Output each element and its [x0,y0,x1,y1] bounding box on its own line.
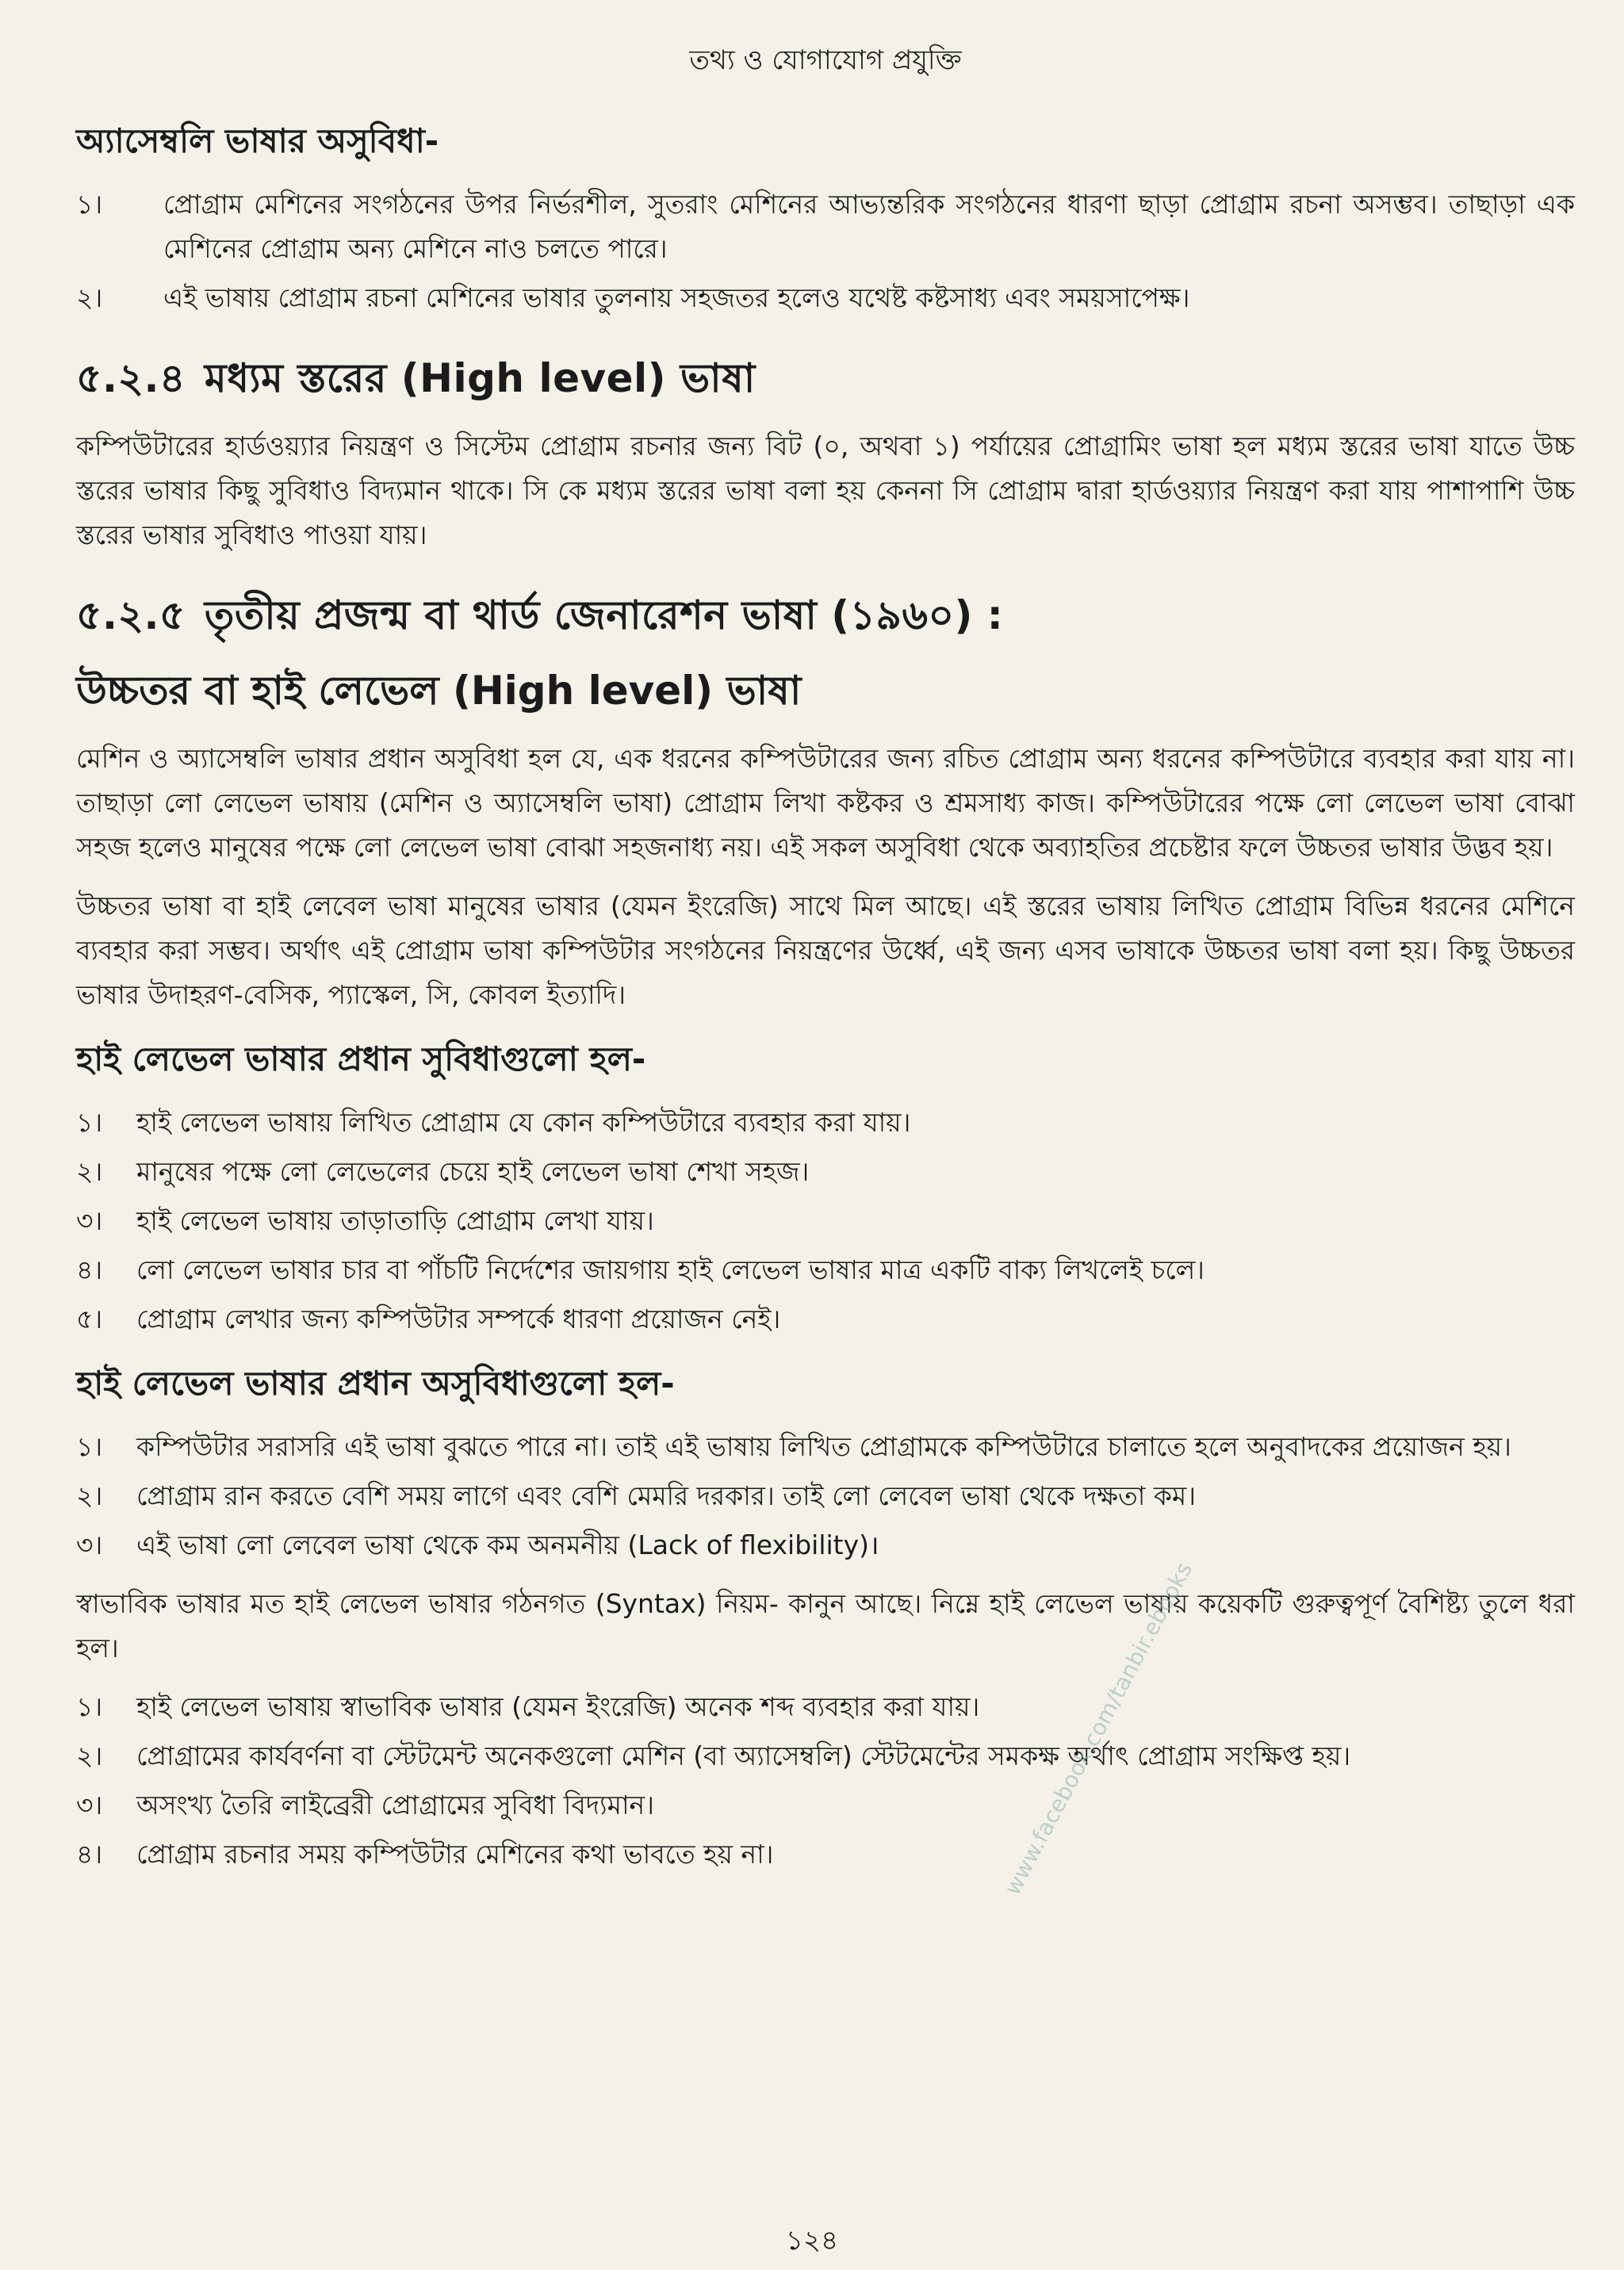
list-item: ১। হাই লেভেল ভাষায় লিখিত প্রোগ্রাম যে কোন কম্পিউটারে ব্যবহার করা যায়। [76,1107,911,1138]
list-item: ৪। প্রোগ্রাম রচনার সময় কম্পিউটার মেশিনের কথা ভাবতে হয় না। [76,1839,774,1870]
section-525-paragraph-1: মেশিন ও অ্যাসেম্বলি ভাষার প্রধান অসুবিধা হল যে, এক ধরনের কম্পিউটারের জন্য রচিত প্রোগ্রাম অন্য ধরনের কম্পিউটারে ব্যবহার করা যায় না। তাছাড়া লো লেভেল ভাষায় (মেশিন ও অ্যাসেম্বলি ভাষা) প্রোগ্রাম লিখা কষ্টকর ও শ্রমসাধ্য কাজ। কম্পিউটারের পক্ষে লো লেভেল ভাষা বোঝা সহজ হলেও মানুষের পক্ষে লো লেভেল ভাষা বোঝা সহজনাধ্য নয়। এই সকল অসুবিধা থেকে অব্যাহতির প্রচেষ্টার ফলে উচ্চতর ভাষার উদ্ভব হয়। [76,743,1575,863]
section-524-paragraph: কম্পিউটারের হার্ডওয়্যার নিয়ন্ত্রণ ও সিস্টেম প্রোগ্রাম রচনার জন্য বিট (০, অথবা ১) পর্যায়ের প্রোগ্রামিং ভাষা হল মধ্যম স্তরের ভাষা যাতে উচ্চ স্তরের ভাষার কিছু সুবিধাও বিদ্যমান থাকে। সি কে মধ্যম স্তরের ভাষা বলা হয় কেননা সি প্রোগ্রাম দ্বারা হার্ডওয়্যার নিয়ন্ত্রণ করা যায় পাশাপাশি উচ্চ স্তরের ভাষার সুবিধাও পাওয়া যায়। [76,431,1575,550]
list-item: ২। এই ভাষায় প্রোগ্রাম রচনা মেশিনের ভাষার তুলনায় সহজতর হলেও যথেষ্ট কষ্টসাধ্য এবং সময়সাপেক্ষ। [76,282,1190,313]
section-525-paragraph-2: উচ্চতর ভাষা বা হাই লেবেল ভাষা মানুষের ভাষার (যেমন ইংরেজি) সাথে মিল আছে। এই স্তরের ভাষায় লিখিত প্রোগ্রাম বিভিন্ন ধরনের মেশিনে ব্যবহার করা সম্ভব। অর্থাৎ এই প্রোগ্রাম ভাষা কম্পিউটার সংগঠনের নিয়ন্ত্রণের উর্ধ্বে, এই জন্য এসব ভাষাকে উচ্চতর ভাষা বলা হয়। কিছু উচ্চতর ভাষার উদাহরণ-বেসিক, প্যাস্কেল, সি, কোবল ইত্যাদি। [76,890,1575,1010]
list-item: ৪। লো লেভেল ভাষার চার বা পাঁচটি নির্দেশের জায়গায় হাই লেভেল ভাষার মাত্র একটি বাক্য লিখলেই চলে। [76,1254,1205,1285]
advantages-list [76,1101,1575,1342]
section-525-heading: ৫.২.৫ তৃতীয় প্রজন্ম বা থার্ড জেনারেশন ভাষা (১৯৬০) : [76,592,1004,638]
list-item: ২। প্রোগ্রাম রান করতে বেশি সময় লাগে এবং বেশি মেমরি দরকার। তাই লো লেবেল ভাষা থেকে দক্ষতা কম। [76,1480,1197,1511]
section-525-subtitle: উচ্চতর বা হাই লেভেল (High level) ভাষা [76,668,802,714]
section-524-heading: ৫.২.৪ মধ্যম স্তরের (High level) ভাষা [76,355,756,401]
assembly-disadvantages-heading: অ্যাসেম্বলি ভাষার অসুবিধা- [76,121,439,160]
syntax-features-list [76,1685,1575,1877]
list-item: ৫। প্রোগ্রাম লেখার জন্য কম্পিউটার সম্পর্কে ধারণা প্রয়োজন নেই। [76,1303,781,1334]
assembly-disadvantages-list [76,182,1575,320]
disadvantages-heading: হাই লেভেল ভাষার প্রধান অসুবিধাগুলো হল- [76,1364,675,1403]
list-item: ৩। এই ভাষা লো লেবেল ভাষা থেকে কম অনমনীয় (Lack of flexibility)। [76,1529,879,1560]
list-item: ২। প্রোগ্রামের কার্যবর্ণনা বা স্টেটমেন্ট অনেকগুলো মেশিন (বা অ্যাসেম্বলি) স্টেটমেন্টের সমকক্ষ অর্থাৎ প্রোগ্রাম সংক্ষিপ্ত হয়। [76,1740,1351,1771]
list-item: ১। হাই লেভেল ভাষায় স্বাভাবিক ভাষার (যেমন ইংরেজি) অনেক শব্দ ব্যবহার করা যায়। [76,1691,980,1722]
watermark: www.facebook.com/tanbir.ebooks [999,1557,1197,1900]
list-item: ৩। হাই লেভেল ভাষায় তাড়াতাড়ি প্রোগ্রাম লেখা যায়। [76,1205,654,1236]
list-item: ১। প্রোগ্রাম মেশিনের সংগঠনের উপর নির্ভরশীল, সুতরাং মেশিনের আভ্যন্তরিক সংগঠনের ধারণা ছাড়া প্রোগ্রাম রচনা অসম্ভব। তাছাড়া এক মেশিনের প্রোগ্রাম অন্য মেশিনে নাও চলতে পারে। [76,189,1575,264]
advantages-heading: হাই লেভেল ভাষার প্রধান সুবিধাগুলো হল- [76,1039,646,1078]
list-item: ১। কম্পিউটার সরাসরি এই ভাষা বুঝতে পারে না। তাই এই ভাষায় লিখিত প্রোগ্রামকে কম্পিউটারে চালাতে হলে অনুবাদকের প্রয়োজন হয়। [76,1431,1511,1462]
list-item: ২। মানুষের পক্ষে লো লেভেলের চেয়ে হাই লেভেল ভাষা শেখা সহজ। [76,1156,810,1187]
page-number: ১২৪ [785,2225,839,2257]
syntax-paragraph: স্বাভাবিক ভাষার মত হাই লেভেল ভাষার গঠনগত (Syntax) নিয়ম- কানুন আছে। নিম্নে হাই লেভেল ভাষায় কয়েকটি গুরুত্বপূর্ণ বৈশিষ্ট্য তুলে ধরা হল। [76,1588,1575,1663]
running-header: তথ্য ও যোগাযোগ প্রযুক্তি [689,44,962,76]
disadvantages-list [76,1425,1575,1568]
list-item: ৩। অসংখ্য তৈরি লাইব্রেরী প্রোগ্রামের সুবিধা বিদ্যমান। [76,1790,655,1820]
book-page [76,40,1575,1891]
